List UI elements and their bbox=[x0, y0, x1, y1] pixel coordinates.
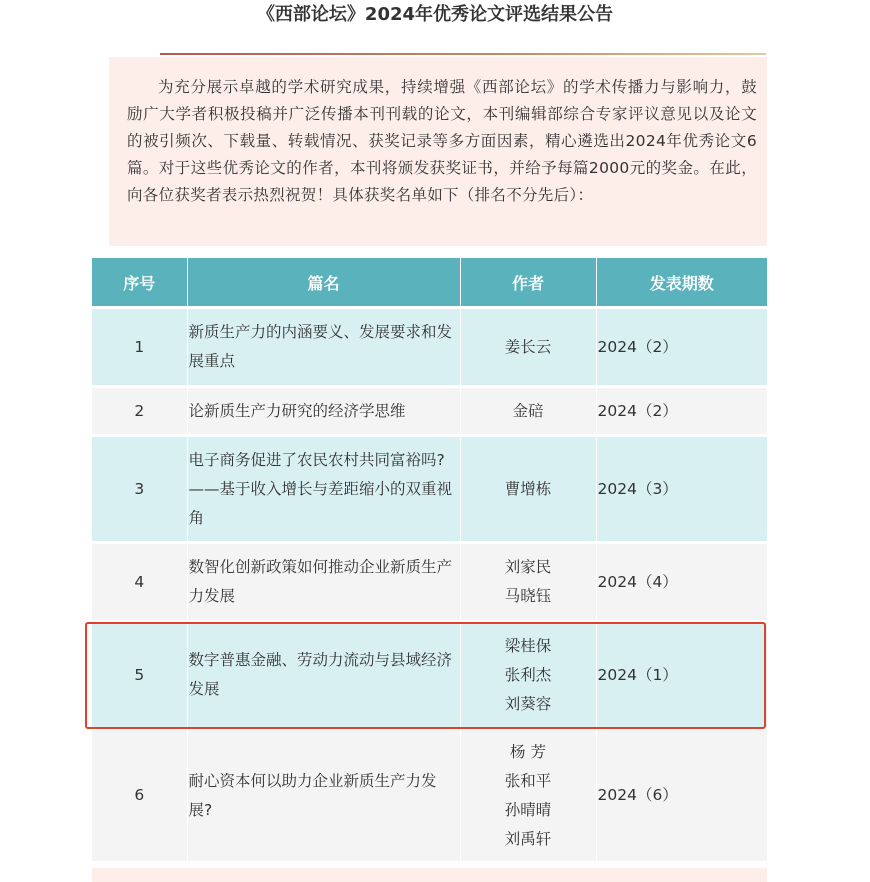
cell-issue: 2024（2） bbox=[596, 309, 767, 385]
cell-author bbox=[460, 388, 596, 434]
cell-no: 2 bbox=[92, 388, 187, 434]
cell-title: 电子商务促进了农民农村共同富裕吗?——基于收入增长与差距缩小的双重视角 bbox=[187, 437, 460, 541]
author-name: 梁桂保 bbox=[504, 636, 552, 655]
author-name: 张和平 bbox=[504, 771, 552, 790]
header-issue: 发表期数 bbox=[596, 258, 767, 306]
table-row bbox=[92, 309, 767, 385]
title-divider bbox=[160, 53, 766, 55]
author-name: 刘家民 bbox=[504, 558, 552, 576]
cell-no: 6 bbox=[92, 730, 187, 861]
cell-issue: 2024（1） bbox=[596, 623, 767, 727]
table-row bbox=[92, 437, 767, 541]
author-name: 曹增栋 bbox=[504, 479, 552, 498]
author-name: 马晓钰 bbox=[504, 587, 552, 605]
header-author: 作者 bbox=[460, 258, 596, 306]
awards-table bbox=[92, 258, 767, 861]
table-row bbox=[92, 730, 767, 861]
cell-issue: 2024（6） bbox=[596, 730, 767, 861]
cell-author bbox=[460, 309, 596, 385]
cell-no: 1 bbox=[92, 309, 187, 385]
cell-title: 数字普惠金融、劳动力流动与县域经济发展 bbox=[187, 623, 460, 727]
cell-issue: 2024（2） bbox=[596, 388, 767, 434]
cell-title: 耐心资本何以助力企业新质生产力发展? bbox=[187, 730, 460, 861]
cell-no: 5 bbox=[92, 623, 187, 727]
table-row bbox=[92, 388, 767, 434]
author-name: 杨 芳 bbox=[510, 742, 546, 761]
cell-author bbox=[460, 730, 596, 861]
cell-no: 4 bbox=[92, 544, 187, 620]
cell-title: 数智化创新政策如何推动企业新质生产力发展 bbox=[187, 544, 460, 620]
table-row bbox=[92, 623, 767, 727]
cell-issue: 2024（4） bbox=[596, 544, 767, 620]
cell-author bbox=[460, 623, 596, 727]
cell-title: 论新质生产力研究的经济学思维 bbox=[187, 388, 460, 434]
intro-paragraph: 为充分展示卓越的学术研究成果，持续增强《西部论坛》的学术传播力与影响力，鼓励广大学者积极投稿并广泛传播本刊刊载的论文，本刊编辑部综合专家评议意见以及论文的被引频次、下载量、转载情况、获奖记录等多方面因素，精心遴选出2024年优秀论文6篇。对于这些优秀论文的作者，本刊将颁发获奖证书，并给予每篇2000元的奖金。在此，向各位获奖者表示热烈祝贺！具体获奖名单如下（排名不分先后）： bbox=[109, 57, 767, 246]
header-title: 篇名 bbox=[187, 258, 460, 306]
author-name: 张利杰 bbox=[504, 665, 552, 684]
cell-author bbox=[460, 437, 596, 541]
author-name: 刘禹轩 bbox=[504, 829, 552, 848]
author-name: 姜长云 bbox=[504, 337, 552, 356]
author-name: 刘葵容 bbox=[504, 694, 552, 713]
table-row bbox=[92, 544, 767, 620]
table-header-row bbox=[92, 258, 767, 306]
page-title: 《西部论坛》2024年优秀论文评选结果公告 bbox=[256, 4, 614, 25]
author-name: 金碚 bbox=[512, 401, 544, 420]
bottom-strip bbox=[92, 868, 767, 882]
header-no: 序号 bbox=[92, 258, 187, 306]
cell-no: 3 bbox=[92, 437, 187, 541]
cell-issue: 2024（3） bbox=[596, 437, 767, 541]
cell-title: 新质生产力的内涵要义、发展要求和发展重点 bbox=[187, 309, 460, 385]
author-name: 孙晴晴 bbox=[504, 800, 552, 819]
cell-author bbox=[460, 544, 596, 620]
